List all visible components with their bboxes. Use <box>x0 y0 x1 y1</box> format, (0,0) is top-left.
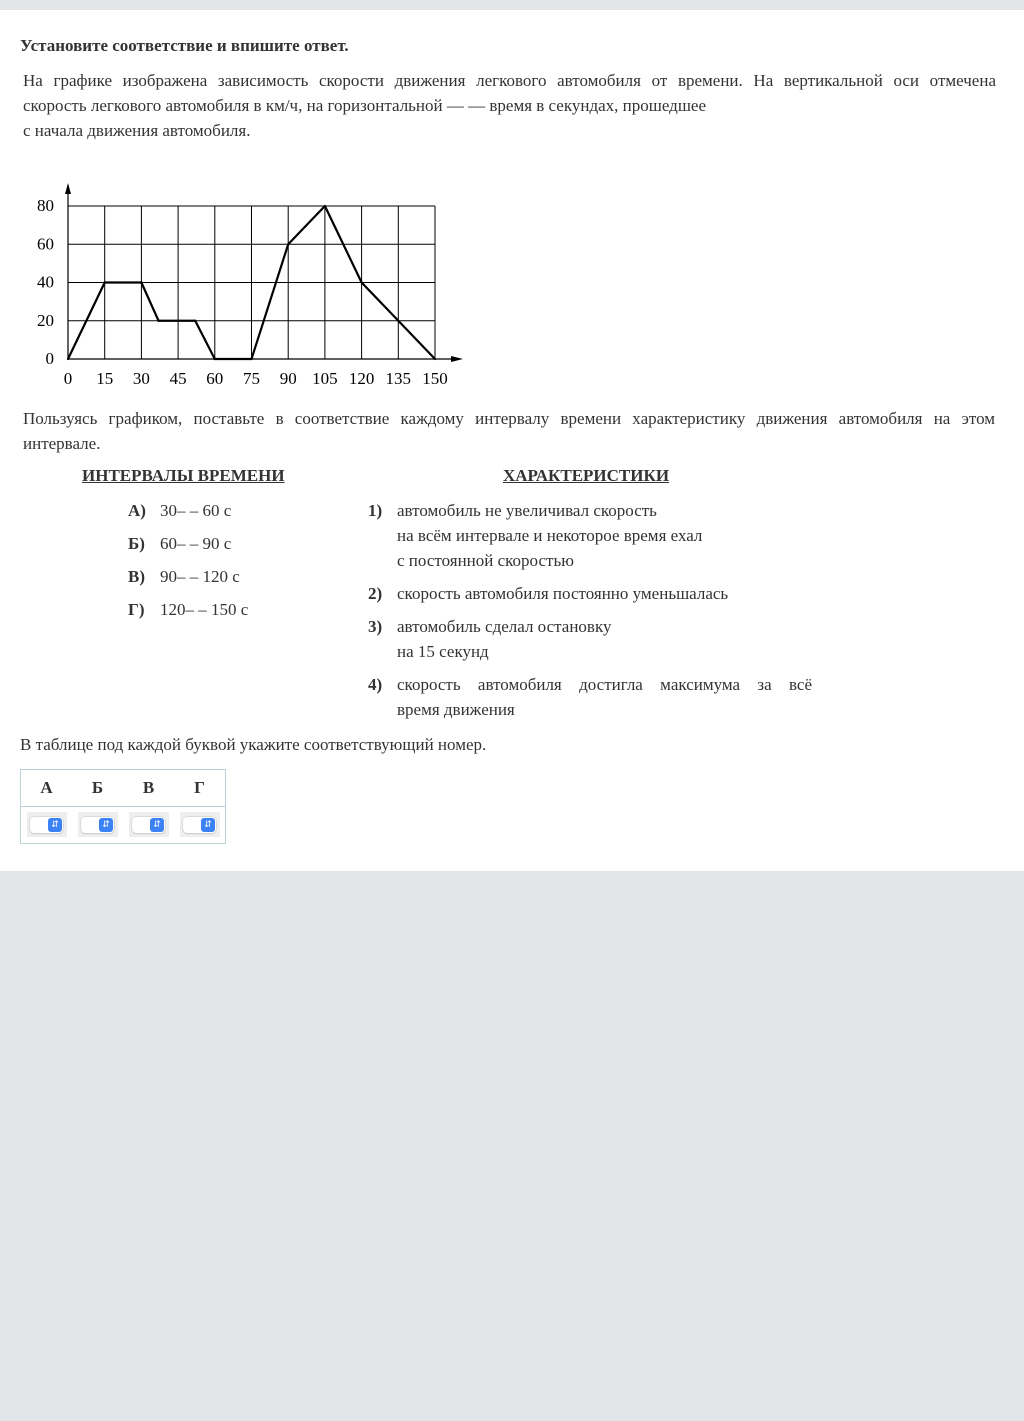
x-tick-label: 30 <box>132 369 150 388</box>
characteristic-line: скорость автомобиля достигла максимума за всё <box>397 675 812 694</box>
interval-label: Г) <box>128 600 145 619</box>
instruction-line-2: интервале. <box>23 434 101 453</box>
characteristic-item-2 <box>368 581 812 606</box>
characteristic-line: на 15 секунд <box>397 642 489 661</box>
characteristic-number: 2) <box>368 584 383 603</box>
x-axis-arrow-icon <box>451 356 463 362</box>
answer-cell-v <box>123 812 174 837</box>
interval-label: В) <box>128 567 145 586</box>
characteristic-number: 1) <box>368 501 383 520</box>
y-tick-label: 80 <box>37 196 54 215</box>
x-tick-label: 150 <box>422 369 448 388</box>
answer-select-a[interactable] <box>30 817 63 833</box>
data-point <box>214 358 216 360</box>
x-tick-label: 90 <box>279 369 297 388</box>
interval-item-b <box>128 534 231 554</box>
interval-text: 90– – 120 с <box>160 567 240 586</box>
answer-select-wrapper <box>180 812 220 837</box>
x-tick-label: 120 <box>348 369 375 388</box>
characteristic-item-1 <box>368 498 812 573</box>
characteristic-item-3 <box>368 614 812 664</box>
answer-cell-g <box>174 812 225 837</box>
interval-label: Б) <box>128 534 145 553</box>
intro-line-1: На графике изображена зависимость скорости движения легкового автомобиля от времени. На вертикальной оси отмечена <box>23 71 996 90</box>
characteristic-line: скорость автомобиля постоянно уменьшалась <box>397 584 729 603</box>
characteristic-line: время движения <box>397 700 515 719</box>
answer-table <box>20 769 226 844</box>
task-title: Установите соответствие и впишите ответ. <box>20 36 349 55</box>
up-down-chevron-icon: ⇵ <box>150 818 164 832</box>
answer-select-g[interactable] <box>183 817 216 833</box>
speed-line-segment <box>288 206 325 244</box>
x-tick-label: 105 <box>312 369 338 388</box>
x-tick-label: 135 <box>385 369 412 388</box>
interval-item-v <box>128 567 240 587</box>
interval-item-a <box>128 501 231 521</box>
answer-column-a: А <box>40 778 53 797</box>
answer-select-wrapper <box>27 812 67 837</box>
y-tick-label: 0 <box>45 349 54 368</box>
x-tick-label: 0 <box>63 369 73 388</box>
y-tick-label: 40 <box>37 272 54 292</box>
speed-time-chart <box>28 172 468 392</box>
answer-column-b: Б <box>91 778 104 797</box>
answer-select-wrapper <box>129 812 169 837</box>
data-point <box>141 282 143 284</box>
speed-line-segment <box>195 321 215 359</box>
up-down-chevron-icon: ⇵ <box>48 818 62 832</box>
answer-select-v[interactable] <box>132 817 165 833</box>
x-tick-label: 45 <box>169 369 187 388</box>
data-point <box>158 320 160 322</box>
answer-column-g: Г <box>194 778 205 797</box>
intro-line-2: скорость легкового автомобиля в км/ч, на горизонтальной — — время в секундах, прошедшее <box>23 96 706 115</box>
answer-select-wrapper <box>78 812 118 837</box>
intro-line-3: с начала движения автомобиля. <box>23 121 251 140</box>
characteristic-line: автомобиль сделал остановку <box>397 617 612 636</box>
interval-text: 60– – 90 с <box>160 534 232 553</box>
y-tick-label: 20 <box>37 310 54 330</box>
x-tick-label: 60 <box>206 369 224 388</box>
up-down-chevron-icon: ⇵ <box>201 818 215 832</box>
task-card <box>0 10 1024 871</box>
data-point <box>104 282 106 284</box>
interval-text: 120– – 150 с <box>160 600 249 619</box>
table-instruction: В таблице под каждой буквой укажите соответствующий номер. <box>20 735 487 754</box>
data-point <box>194 320 196 322</box>
data-point <box>324 205 326 207</box>
interval-item-g <box>128 600 248 620</box>
data-point <box>251 358 253 360</box>
answer-cell-a <box>21 812 72 837</box>
answer-column-v: В <box>142 778 155 797</box>
answer-cell-b <box>72 812 123 837</box>
x-tick-label: 75 <box>243 369 260 388</box>
instruction-line-1: Пользуясь графиком, поставьте в соответствие каждому интервалу времени характеристику движения автомобиля на этом <box>23 409 995 428</box>
y-axis-arrow-icon <box>65 183 71 194</box>
characteristic-number: 3) <box>368 617 383 636</box>
instruction-text <box>23 406 995 456</box>
characteristics-header: ХАРАКТЕРИСТИКИ <box>503 466 670 485</box>
data-point <box>361 282 363 284</box>
interval-label: А) <box>128 501 146 520</box>
data-point <box>67 358 69 360</box>
characteristic-line: автомобиль не увеличивал скорость <box>397 501 657 520</box>
answer-table-header <box>21 770 225 807</box>
speed-line-segment <box>252 244 289 359</box>
characteristic-line: на всём интервале и некоторое время ехал <box>397 526 703 545</box>
data-point <box>287 243 289 245</box>
answer-table-row <box>21 807 225 837</box>
y-tick-label: 60 <box>37 234 54 254</box>
x-tick-label: 15 <box>96 369 114 388</box>
speed-line-segment <box>141 283 158 321</box>
intro-text <box>23 68 996 143</box>
characteristic-number: 4) <box>368 675 383 694</box>
intervals-header: ИНТЕРВАЛЫ ВРЕМЕНИ <box>82 466 285 485</box>
answer-select-b[interactable] <box>81 817 114 833</box>
characteristic-line: с постоянной скоростью <box>397 551 574 570</box>
interval-text: 30– – 60 с <box>160 501 232 520</box>
data-point <box>434 358 436 360</box>
up-down-chevron-icon: ⇵ <box>99 818 113 832</box>
characteristic-item-4 <box>368 672 812 722</box>
